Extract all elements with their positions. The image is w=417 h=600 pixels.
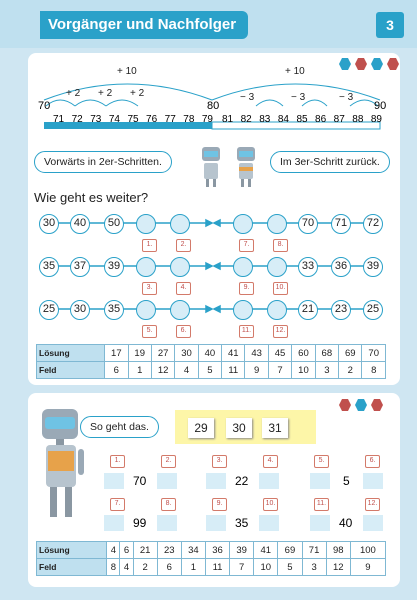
sequence-circle: 21 [298,300,318,320]
table-cell: 36 [205,542,229,559]
field-tag: 9. [239,282,254,295]
speech-bubble-right: Im 3er-Schritt zurück. [270,151,390,173]
table-row [37,345,386,362]
table-cell: 7 [230,559,254,576]
tick-label: 71 [53,114,65,125]
tick-label: 75 [127,114,139,125]
table-cell: 8 [362,362,386,379]
table-cell: 45 [268,345,291,362]
sequence-circle: 25 [363,300,383,320]
label-plus2: + 2 [130,88,145,99]
hexagon-icon [338,398,352,412]
answer-circle[interactable] [267,257,287,277]
table-cell: 34 [181,542,205,559]
speech-bubble-robot: So geht das. [80,416,159,438]
answer-circle[interactable] [136,214,156,234]
sequence-circle: 35 [104,300,124,320]
page-number: 3 [376,12,404,38]
robot-small-icon [196,145,226,189]
table-cell: 4 [120,559,133,576]
tick-label: 87 [333,114,345,125]
sequence-circle: 39 [363,257,383,277]
tick-label: 72 [71,114,83,125]
answer-box[interactable] [310,515,330,531]
answer-circle[interactable] [170,257,190,277]
answer-box[interactable] [206,515,226,531]
number-card: 31 [262,418,288,438]
sequence-circle: 25 [39,300,59,320]
table-cell: 69 [339,345,362,362]
robot-small-icon [231,145,263,191]
field-tag: 7. [239,239,254,252]
sequence-circle: 33 [298,257,318,277]
field-tag: 12. [365,498,380,511]
table-cell: 27 [151,345,174,362]
answer-box[interactable] [310,473,330,489]
solution-table-1 [36,344,386,379]
sequence-circle: 70 [298,214,318,234]
center-number: 35 [235,516,249,530]
tick-label: 89 [370,114,382,125]
field-tag: 7. [110,498,125,511]
field-tag: 9. [212,498,227,511]
sequence-circle: 40 [70,214,90,234]
table-cell: 100 [350,542,385,559]
table-cell: 10 [254,559,278,576]
center-number: 5 [343,474,350,488]
label-minus3: − 3 [240,92,255,103]
table-cell: 12 [151,362,174,379]
answer-circle[interactable] [136,300,156,320]
table-cell: 2 [339,362,362,379]
tick-label: 84 [277,114,289,125]
field-tag: 5. [142,325,157,338]
table-cell: 11 [222,362,245,379]
tick-label: 73 [90,114,102,125]
table-cell: 68 [315,345,338,362]
label-plus2: + 2 [98,88,113,99]
table-cell: 69 [278,542,302,559]
table-cell: 43 [245,345,268,362]
table-cell: 2 [133,559,157,576]
label-plus10-left: + 10 [117,66,137,77]
answer-box[interactable] [157,473,177,489]
field-tag: 10. [273,282,288,295]
tick-label: 77 [164,114,176,125]
field-tag: 12. [273,325,288,338]
table-cell: 4 [175,362,198,379]
number-line-ticks-right [222,114,382,125]
tick-label: 76 [146,114,158,125]
answer-circle[interactable] [170,300,190,320]
number-card: 29 [188,418,214,438]
answer-box[interactable] [363,473,383,489]
answer-circle[interactable] [170,214,190,234]
label-plus2: + 2 [66,88,81,99]
table-header-cell: Feld [37,362,105,379]
answer-circle[interactable] [267,214,287,234]
label-minus3: − 3 [291,92,306,103]
hexagon-icon [354,398,368,412]
label-minus3: − 3 [339,92,354,103]
tick-label: 82 [240,114,252,125]
field-tag: 1. [110,455,125,468]
center-number: 40 [339,516,353,530]
table-cell: 39 [230,542,254,559]
page-title: Vorgänger und Nachfolger [40,11,248,39]
number-line-end: 90 [374,100,387,112]
table-cell: 9 [350,559,385,576]
table-cell: 3 [315,362,338,379]
table-cell: 6 [105,362,128,379]
number-card: 30 [226,418,252,438]
sequence-circle: 35 [39,257,59,277]
table-cell: 6 [157,559,181,576]
hexagon-icons-2 [338,398,384,416]
sequence-circle: 36 [331,257,351,277]
tick-label: 74 [108,114,120,125]
table-cell: 1 [181,559,205,576]
sequence-circle: 50 [104,214,124,234]
field-tag: 10. [263,498,278,511]
answer-box[interactable] [104,473,124,489]
question-heading: Wie geht es weiter? [34,190,149,205]
answer-box[interactable] [363,515,383,531]
sequence-circle: 39 [104,257,124,277]
hexagon-icon [370,398,384,412]
table-header-cell: Feld [37,559,107,576]
table-cell: 4 [107,542,120,559]
table-cell: 7 [268,362,291,379]
sequence-circle: 37 [70,257,90,277]
tick-label: 83 [259,114,271,125]
answer-circle[interactable] [233,214,253,234]
table-row [37,542,386,559]
table-cell: 71 [302,542,326,559]
field-tag: 2. [161,455,176,468]
label-plus10-right: + 10 [285,66,305,77]
field-tag: 8. [161,498,176,511]
sequence-circle: 72 [363,214,383,234]
field-tag: 2. [176,239,191,252]
answer-box[interactable] [206,473,226,489]
table-cell: 3 [302,559,326,576]
table-row [37,559,386,576]
field-tag: 5. [314,455,329,468]
sequence-circle: 23 [331,300,351,320]
table-cell: 5 [198,362,221,379]
field-tag: 4. [176,282,191,295]
table-cell: 21 [133,542,157,559]
field-tag: 3. [142,282,157,295]
field-tag: 6. [365,455,380,468]
field-tag: 6. [176,325,191,338]
answer-circle[interactable] [233,300,253,320]
answer-box[interactable] [104,515,124,531]
table-cell: 12 [326,559,350,576]
center-number: 22 [235,474,249,488]
table-cell: 8 [107,559,120,576]
table-cell: 70 [362,345,386,362]
answer-box[interactable] [259,473,279,489]
table-cell: 41 [222,345,245,362]
tick-label: 79 [201,114,213,125]
table-cell: 5 [278,559,302,576]
center-number: 99 [133,516,147,530]
field-tag: 11. [239,325,254,338]
answer-box[interactable] [259,515,279,531]
number-line-mid: 80 [207,100,220,112]
table-row [37,362,386,379]
table-cell: 19 [128,345,151,362]
number-line-ticks-left [53,114,213,125]
table-cell: 9 [245,362,268,379]
answer-circle[interactable] [233,257,253,277]
tick-label: 85 [296,114,308,125]
sequence-circle: 30 [39,214,59,234]
tick-label: 81 [222,114,234,125]
sequence-circle: 71 [331,214,351,234]
field-tag: 3. [212,455,227,468]
table-cell: 6 [120,542,133,559]
table-header-cell: Lösung [37,345,105,362]
table-cell: 10 [292,362,315,379]
answer-circle[interactable] [136,257,156,277]
sequence-circle: 30 [70,300,90,320]
field-tag: 8. [273,239,288,252]
speech-bubble-left: Vorwärts in 2er-Schritten. [34,151,172,173]
solution-table-2 [36,541,386,576]
answer-circle[interactable] [267,300,287,320]
table-cell: 30 [175,345,198,362]
table-cell: 98 [326,542,350,559]
table-cell: 60 [292,345,315,362]
table-cell: 40 [198,345,221,362]
table-cell: 1 [128,362,151,379]
table-cell: 17 [105,345,128,362]
tick-label: 88 [352,114,364,125]
tick-label: 86 [315,114,327,125]
table-header-cell: Lösung [37,542,107,559]
table-cell: 23 [157,542,181,559]
table-cell: 11 [205,559,229,576]
center-number: 70 [133,474,147,488]
table-cell: 41 [254,542,278,559]
number-line-start: 70 [38,100,51,112]
field-tag: 11. [314,498,329,511]
field-tag: 4. [263,455,278,468]
answer-box[interactable] [157,515,177,531]
field-tag: 1. [142,239,157,252]
tick-label: 78 [183,114,195,125]
